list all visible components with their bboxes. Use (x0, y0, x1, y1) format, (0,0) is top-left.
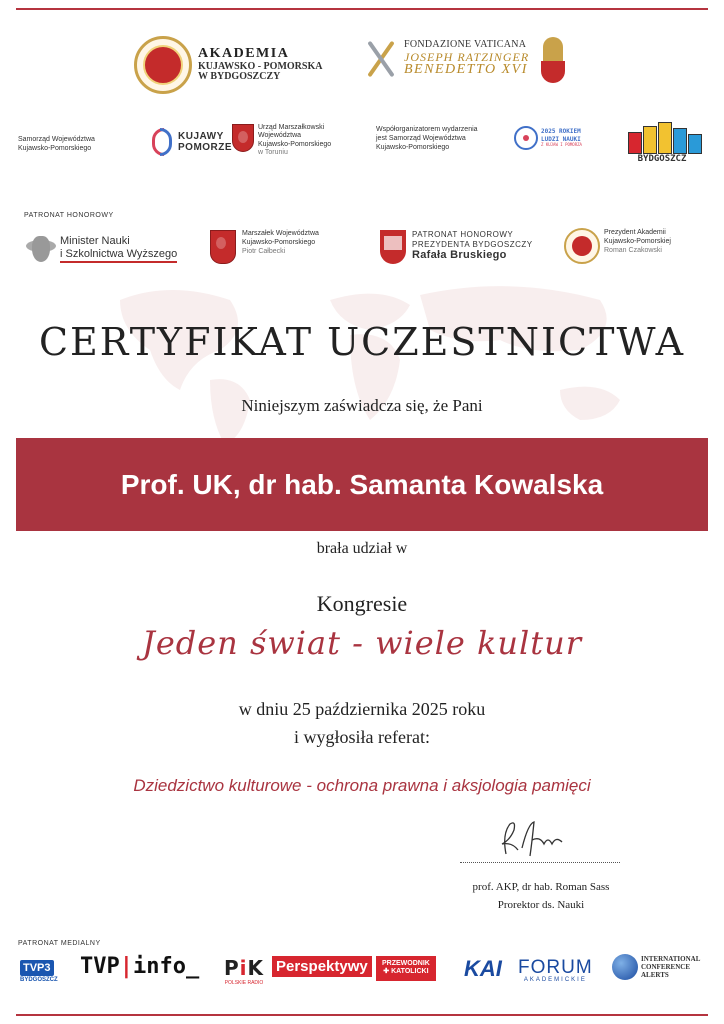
marszalek-line1: Marszałek Województwa (242, 230, 319, 237)
tvp3-sub: BYDGOSZCZ (20, 977, 58, 983)
prezydent-akademii-line1: Prezydent Akademii (604, 229, 666, 236)
bottom-border-line (16, 1014, 708, 1016)
tvp3-logo (20, 958, 58, 983)
signer-name: prof. AKP, dr hab. Roman Sass (472, 881, 610, 893)
signature-line (460, 862, 620, 863)
urzad-line4: w Toruniu (258, 149, 288, 157)
akademia-line2: KUJAWSKO - POMORSKA (198, 60, 323, 72)
tvp-info-logo (80, 954, 199, 979)
university-seal-icon (134, 36, 192, 94)
rok-nauki-line3: Z KUJAW I POMORZA (541, 141, 582, 147)
kujawy-pomorze-logo (150, 126, 232, 158)
marszalek-line2: Kujawsko-Pomorskiego (242, 238, 316, 246)
przewodnik-line1: PRZEWODNIK (382, 960, 430, 967)
tvpinfo-b: info_ (133, 954, 200, 979)
pik-logo (224, 956, 264, 986)
tvpinfo-a: TVP (80, 954, 120, 979)
marszalek-crest-icon (210, 230, 236, 264)
lecture-title: Dziedzictwo kulturowe - ochrona prawna i aksjologia pamięci (133, 776, 591, 795)
urzad-line1: Urząd Marszałkowski (258, 124, 325, 131)
wspol-line3: Kujawsko-Pomorskiego (376, 143, 450, 151)
co-organizer-note (376, 126, 478, 152)
urzad-line3: Kujawsko-Pomorskiego (258, 140, 332, 148)
houses-icon (628, 122, 702, 154)
ica-line1: INTERNATIONAL (641, 954, 701, 963)
samorzad-line1: Samorząd Województwa (18, 136, 95, 143)
organizers-row (18, 122, 706, 168)
forum-akademickie-logo (518, 958, 593, 983)
akademia-line1: AKADEMIA (198, 46, 290, 62)
kujawy-line2: POMORZE (178, 142, 233, 153)
wspol-line2: jest Samorząd Województwa (376, 134, 466, 142)
tvp3-box: TVP3 (20, 960, 54, 976)
marszalek-logo (210, 230, 319, 264)
patronat-honorowy-heading: PATRONAT HONOROWY (24, 212, 114, 219)
marszalek-line3: Piotr Całbecki (242, 247, 286, 255)
urzad-marszalkowski-logo (232, 124, 331, 158)
prezydent-akademii-line2: Kujawsko-Pomorskiej (604, 238, 671, 246)
rok-nauki-line2: LUDZI NAUKI (541, 135, 581, 143)
minister-line2: i Szkolnictwa Wyższego (60, 248, 177, 263)
prezydent-bydg-line3: Rafała Bruskiego (412, 249, 507, 262)
przewodnik-line2: ✚ KATOLICKI (383, 968, 429, 976)
conference-alerts-logo (612, 954, 700, 980)
ica-line2: CONFERENCE (641, 962, 691, 971)
media-patrons-row (18, 954, 714, 994)
vatican-line3: BENEDETTO XVI (404, 62, 528, 78)
kujawy-line1: KUJAWY (178, 131, 224, 142)
pik-c: K (247, 956, 265, 980)
przewodnik-katolicki-logo (376, 956, 436, 981)
prezydent-bydg-line1: PATRONAT HONOROWY (412, 230, 514, 239)
pik-b: i (239, 956, 248, 980)
forum-line2: AKADEMICKIE (523, 977, 587, 983)
akademia-line3: W BYDGOSZCZY (198, 71, 281, 83)
pik-sub: POLSKIE RADIO (224, 980, 264, 986)
prezydent-akademii-logo (564, 228, 671, 264)
rok-nauki-logo (514, 126, 582, 150)
kai-logo: KAI (464, 956, 502, 981)
regional-crest-icon (232, 124, 254, 152)
vatican-foundation-logo (364, 34, 571, 84)
papal-coat-of-arms-icon (535, 35, 571, 83)
prezydent-bydgoszczy-logo (380, 230, 533, 264)
bydgoszcz-crest-icon (380, 230, 406, 264)
akademia-seal-icon (564, 228, 600, 264)
participated-text: brała udział w (316, 540, 408, 557)
participant-name: Prof. UK, dr hab. Samanta Kowalska (120, 468, 604, 500)
event-date: w dniu 25 października 2025 roku (238, 699, 486, 719)
papal-keys-icon (364, 34, 398, 84)
event-type: Kongresie (316, 591, 408, 616)
samorzad-line2: Kujawsko-Pomorskiego (18, 144, 92, 152)
honorary-patrons-row (18, 226, 706, 276)
prezydent-akademii-line3: Roman Czakowski (604, 247, 662, 255)
patronat-medialny-heading: PATRONAT MEDIALNY (18, 940, 101, 947)
lecture-line: i wygłosiła referat: (294, 727, 430, 747)
kujawy-mark-icon (150, 126, 174, 158)
name-band (16, 438, 708, 531)
akademia-logo (134, 36, 322, 94)
handwritten-signature (492, 814, 582, 864)
forum-line1: FORUM (518, 957, 593, 978)
bydgoszcz-label: BYDGOSZCZ (637, 154, 687, 164)
certificate-title: CERTYFIKAT UCZESTNICTWA (38, 320, 686, 364)
minister-line1: Minister Nauki (60, 234, 130, 247)
bydgoszcz-logo (622, 122, 706, 168)
certificate-intro: Niniejszym zaświadcza się, że Pani (241, 396, 483, 415)
pik-a: P (224, 956, 240, 980)
samorzad-logo (18, 136, 95, 154)
wspol-line1: Współorganizatorem wydarzenia (376, 126, 478, 133)
vatican-line2: JOSEPH RATZINGER (404, 49, 530, 64)
globe-icon (612, 954, 638, 980)
atom-icon (514, 126, 538, 150)
signer-role: Prorektor ds. Nauki (497, 898, 585, 911)
top-border-line (16, 8, 708, 10)
prezydent-bydg-line2: PREZYDENTA BYDGOSZCZY (412, 239, 533, 249)
polish-eagle-icon (26, 232, 56, 266)
event-name: Jeden świat - wiele kultur (141, 624, 582, 662)
signer-block (436, 879, 646, 914)
vatican-line1: FONDAZIONE VATICANA (404, 39, 527, 51)
minister-logo (26, 232, 177, 266)
perspektywy-logo: Perspektywy (272, 956, 372, 977)
rok-nauki-line1: 2025 ROKIEM (541, 128, 581, 136)
urzad-line2: Województwa (258, 132, 302, 140)
ica-line3: ALERTS (641, 971, 669, 980)
tvpinfo-sep: | (119, 954, 133, 979)
